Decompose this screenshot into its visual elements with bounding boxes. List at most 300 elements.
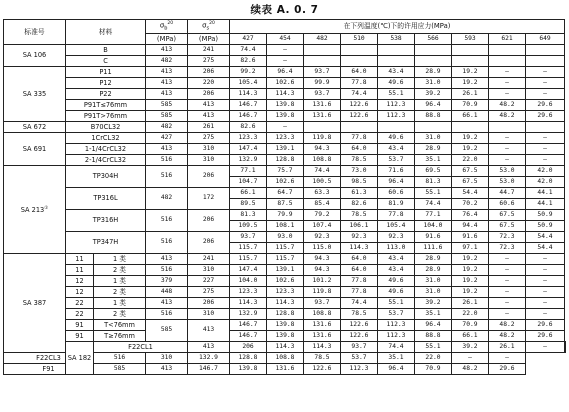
cell-stress-482: 131.6 [304,330,341,341]
cell-stress-510: 114.3 [341,242,378,253]
cell-tensile-strength: 448 [146,286,188,297]
cell-stress-454: 79.9 [267,209,304,220]
cell-grade: 91 [66,330,94,341]
cell-stress-510: 64.0 [341,264,378,275]
table-row [4,77,566,88]
sigma-s-sub: s [206,25,210,32]
cell-class: 1 类 [94,275,146,286]
cell-stress-593: 67.5 [452,165,489,176]
header-temp-1: 454 [267,33,304,44]
table-row [4,253,566,264]
cell-stress-593: 54.4 [452,187,489,198]
cell-stress-454: — [267,55,304,66]
cell-stress-427: 104.7 [230,176,267,187]
cell-stress-593: 91.6 [452,231,489,242]
standard-label: SA 387 [22,298,47,307]
cell-stress-510: 77.8 [341,132,378,143]
cell-material: 2-1/4CrCL32 [66,154,146,165]
cell-stress-621: 48.2 [489,110,526,121]
cell-stress-510: 122.6 [341,330,378,341]
cell-material: P91T>76mm [66,110,146,121]
standard-label: SA 106 [22,51,47,60]
table-row [4,165,566,176]
cell-stress-427: 115.7 [230,253,267,264]
cell-stress-510: 64.0 [341,66,378,77]
cell-stress-621: — [489,286,526,297]
cell-yield-strength: 413 [188,319,230,341]
cell-stress-566: 81.3 [415,176,452,187]
cell-stress-621: 53.0 [489,176,526,187]
cell-stress-566: 31.0 [415,77,452,88]
cell-stress-427: 93.7 [230,231,267,242]
cell-stress-427: 66.1 [230,187,267,198]
cell-stress-454: 64.7 [267,187,304,198]
cell-tensile-strength: 585 [146,99,188,110]
cell-class: 1 类 [94,253,146,264]
cell-tensile-strength: 585 [146,110,188,121]
cell-stress-621: — [489,308,526,319]
cell-stress-482: 131.6 [304,99,341,110]
cell-stress-593: 70.9 [415,363,452,374]
cell-tensile-strength: 585 [146,319,188,341]
cell-stress-649: 44.1 [526,198,565,209]
cell-stress-621: — [452,352,489,363]
cell-stress-538: 49.6 [378,77,415,88]
cell-stress-454: 114.3 [267,297,304,308]
cell-stress-538 [378,55,415,66]
table-row [4,121,566,132]
cell-stress-593: 19.2 [452,66,489,77]
cell-class: T≥76mm [94,330,146,341]
cell-stress-454: 87.5 [267,198,304,209]
cell-tensile-strength: 413 [146,253,188,264]
cell-stress-454: 75.7 [267,165,304,176]
header-temp-4: 538 [378,33,415,44]
cell-stress-538: 71.6 [378,165,415,176]
cell-stress-593 [452,55,489,66]
cell-stress-593: 26.1 [489,341,526,352]
cell-stress-427: 74.4 [230,44,267,55]
cell-stress-482: 79.2 [304,209,341,220]
cell-stress-593: 26.1 [452,297,489,308]
cell-stress-427: 147.4 [230,264,267,275]
cell-stress-538: 112.3 [378,99,415,110]
cell-yield-strength: 413 [188,110,230,121]
cell-stress-566: 74.4 [415,198,452,209]
cell-stress-427: 109.5 [230,220,267,231]
table-row [4,330,566,341]
header-row-1 [4,20,566,34]
cell-stress-538: 105.4 [378,220,415,231]
cell-stress-482: 94.3 [304,143,341,154]
cell-stress-427: 146.7 [230,110,267,121]
standard-label: SA 672 [22,122,47,131]
cell-stress-510: 106.1 [341,220,378,231]
table-row [4,264,566,275]
cell-stress-593: 19.2 [452,275,489,286]
cell-tensile-strength: 413 [146,77,188,88]
cell-stress-649: — [489,352,526,363]
cell-stress-454: 139.1 [267,143,304,154]
cell-stress-510: 92.3 [341,231,378,242]
cell-stress-427: 105.4 [230,77,267,88]
cell-stress-510: 78.5 [341,154,378,165]
cell-stress-649: 29.6 [526,319,565,330]
cell-yield-strength: 220 [188,77,230,88]
cell-stress-649: — [526,66,565,77]
cell-stress-593: 26.1 [452,88,489,99]
cell-stress-649: — [526,308,565,319]
cell-stress-482: 108.8 [304,308,341,319]
cell-tensile-strength: 413 [146,66,188,77]
cell-tensile-strength: 516 [146,308,188,319]
sigma-b-sup: 20 [167,21,174,26]
cell-stress-482: 115.0 [304,242,341,253]
cell-stress-482: 94.3 [304,264,341,275]
cell-stress-649: 44.1 [526,187,565,198]
sigma-s-sup: 20 [209,21,215,26]
cell-grade: 12 [66,286,94,297]
cell-stress-649: — [526,264,565,275]
cell-stress-621: — [489,88,526,99]
cell-stress-510 [341,55,378,66]
standard-footnote-mark: ① [44,205,49,211]
header-sigma-s [188,20,230,34]
cell-stress-427: 114.3 [230,297,267,308]
cell-stress-649: — [526,253,565,264]
cell-stress-454: 115.7 [267,253,304,264]
cell-stress-593: 76.4 [452,209,489,220]
cell-stress-649: — [526,286,565,297]
table-row [4,308,566,319]
cell-stress-649: 54.4 [526,231,565,242]
cell-stress-538: 43.4 [378,253,415,264]
table-row [4,88,566,99]
cell-stress-538: 96.4 [378,176,415,187]
cell-stress-621 [489,55,526,66]
cell-stress-621: 48.2 [452,363,489,374]
cell-class: 2 类 [94,286,146,297]
cell-stress-538: 49.6 [378,275,415,286]
cell-material: F91 [4,363,94,374]
cell-stress-427: 146.7 [230,99,267,110]
cell-stress-566: 88.8 [415,330,452,341]
cell-stress-510 [341,121,378,132]
cell-material: F22CL3 [4,352,94,363]
cell-stress-510: 98.5 [341,176,378,187]
header-material: 材料 [66,20,146,45]
cell-stress-482: 92.3 [304,231,341,242]
cell-yield-strength: 206 [230,341,267,352]
cell-stress-566: 96.4 [415,319,452,330]
cell-stress-454: 139.8 [267,330,304,341]
cell-stress-482: 100.5 [304,176,341,187]
cell-standard [4,66,66,121]
cell-tensile-strength: 413 [146,143,188,154]
cell-stress-482: 74.4 [304,165,341,176]
cell-stress-510: 64.0 [341,253,378,264]
cell-standard [4,132,66,165]
cell-stress-427: 99.2 [230,66,267,77]
cell-stress-482: 94.3 [304,253,341,264]
cell-stress-510: 122.6 [304,363,341,374]
cell-stress-454: 114.3 [267,88,304,99]
cell-material: B [66,44,146,55]
cell-stress-593: 97.1 [452,242,489,253]
sigma-b-sub: b [164,25,168,32]
cell-yield-strength: 206 [188,88,230,99]
cell-stress-538: 112.3 [341,363,378,374]
cell-stress-649: — [526,154,565,165]
cell-stress-454: 102.6 [267,77,304,88]
cell-stress-427: 123.3 [230,132,267,143]
cell-stress-538: 77.8 [378,209,415,220]
cell-stress-566: 39.2 [415,297,452,308]
cell-stress-482: 93.7 [304,88,341,99]
cell-stress-454: — [267,121,304,132]
cell-stress-621: — [526,341,565,352]
cell-stress-454: 114.3 [304,341,341,352]
cell-stress-621 [489,44,526,55]
cell-stress-566: 91.6 [415,231,452,242]
cell-stress-538: 53.7 [378,154,415,165]
cell-stress-454: 115.7 [267,242,304,253]
cell-stress-538: 49.6 [378,132,415,143]
cell-stress-593: 19.2 [452,253,489,264]
cell-standard [4,121,66,132]
cell-tensile-strength: 516 [146,154,188,165]
cell-tensile-strength: 427 [146,132,188,143]
cell-stress-482: 93.7 [341,341,378,352]
cell-stress-621: 53.0 [489,165,526,176]
table-row [4,143,566,154]
cell-stress-649: 29.6 [526,99,565,110]
cell-stress-649: 50.9 [526,220,565,231]
cell-stress-427: 82.6 [230,55,267,66]
cell-stress-593: 22.0 [452,154,489,165]
cell-material: TP347H [66,231,146,253]
cell-yield-strength: 206 [188,231,230,253]
cell-stress-538: 43.4 [378,66,415,77]
cell-stress-566: 39.2 [415,88,452,99]
cell-stress-621: 72.3 [489,231,526,242]
table-caption: 续表 A. 0. 7 [250,4,319,16]
cell-stress-593: 66.1 [452,330,489,341]
cell-stress-621: — [489,297,526,308]
cell-stress-482: 108.8 [267,352,304,363]
cell-stress-538: 55.1 [415,341,452,352]
cell-stress-538: 112.3 [378,110,415,121]
table-row [4,55,566,66]
cell-stress-454: 93.0 [267,231,304,242]
cell-stress-566: 28.9 [415,253,452,264]
cell-stress-649 [526,121,565,132]
cell-yield-strength: 261 [188,121,230,132]
cell-yield-strength: 413 [188,99,230,110]
cell-tensile-strength: 482 [146,121,188,132]
table-row [4,44,566,55]
table-row [4,341,566,352]
cell-stress-649: — [526,297,565,308]
allowable-stress-table [3,19,566,375]
cell-stress-427: 89.5 [230,198,267,209]
cell-stress-649 [526,44,565,55]
cell-yield-strength: 310 [188,264,230,275]
header-sigma-b-unit: (MPa) [146,33,188,44]
cell-stress-566: 96.4 [415,99,452,110]
cell-stress-621: — [489,143,526,154]
cell-stress-621: — [489,154,526,165]
cell-stress-593: 94.4 [452,220,489,231]
cell-stress-510: 74.4 [378,341,415,352]
cell-yield-strength: 275 [188,55,230,66]
cell-stress-593: 19.2 [452,264,489,275]
cell-material: P91T≤76mm [66,99,146,110]
cell-stress-621: 72.3 [489,242,526,253]
cell-stress-649 [565,341,566,352]
cell-stress-510: 82.6 [341,198,378,209]
cell-stress-621 [489,121,526,132]
table-row [4,275,566,286]
cell-stress-593: 19.2 [452,77,489,88]
cell-stress-538: 92.3 [378,231,415,242]
cell-yield-strength: 206 [188,165,230,187]
cell-stress-593: 70.9 [452,319,489,330]
cell-stress-482 [304,44,341,55]
cell-stress-427: 114.3 [267,341,304,352]
standard-label: SA 691 [22,144,47,153]
cell-tensile-strength: 482 [146,55,188,66]
cell-stress-593: 70.2 [452,198,489,209]
cell-stress-538: 112.3 [378,330,415,341]
sigma-s-symbol: σ [202,21,207,30]
cell-material: 1CrCL32 [66,132,146,143]
cell-yield-strength: 241 [188,253,230,264]
cell-stress-510 [341,44,378,55]
cell-yield-strength: 310 [188,154,230,165]
cell-stress-510: 61.3 [341,187,378,198]
cell-stress-482: 131.6 [267,363,304,374]
cell-stress-538: 43.4 [378,264,415,275]
header-temp-5: 566 [415,33,452,44]
cell-stress-621: — [489,66,526,77]
cell-stress-593 [452,44,489,55]
cell-stress-510: 122.6 [341,319,378,330]
cell-stress-538: 113.0 [378,242,415,253]
cell-stress-510: 77.8 [341,275,378,286]
cell-yield-strength: 227 [188,275,230,286]
cell-stress-566: 28.9 [415,143,452,154]
cell-stress-427: 115.7 [230,242,267,253]
cell-tensile-strength: 482 [146,187,188,209]
cell-stress-593: 66.1 [452,110,489,121]
cell-stress-427: 132.9 [188,352,230,363]
cell-material: P22 [66,88,146,99]
cell-stress-621: — [489,132,526,143]
cell-stress-427: 81.3 [230,209,267,220]
cell-stress-427: 82.6 [230,121,267,132]
cell-grade: 22 [66,308,94,319]
cell-stress-427: 146.7 [230,330,267,341]
cell-stress-482: 101.2 [304,275,341,286]
cell-tensile-strength: 413 [146,88,188,99]
table-row [4,297,566,308]
cell-stress-538: 49.6 [378,286,415,297]
cell-yield-strength: 310 [188,308,230,319]
cell-grade: 11 [66,253,94,264]
cell-yield-strength: 310 [188,143,230,154]
sigma-b-symbol: σ [159,21,165,30]
cell-tensile-strength: 516 [146,264,188,275]
cell-stress-566: 35.1 [378,352,415,363]
standard-label: SA 182 [67,353,92,362]
cell-tensile-strength: 516 [146,165,188,187]
cell-stress-538 [378,44,415,55]
cell-stress-566: 69.5 [415,165,452,176]
header-temp-3: 510 [341,33,378,44]
cell-stress-649: — [526,77,565,88]
cell-tensile-strength: 516 [146,209,188,231]
cell-stress-454: 139.8 [267,99,304,110]
cell-yield-strength: 172 [188,187,230,209]
cell-stress-621: — [489,77,526,88]
cell-stress-454: 128.8 [267,154,304,165]
cell-stress-566: 31.0 [415,132,452,143]
cell-standard [4,253,66,352]
cell-standard [4,44,66,66]
cell-stress-621: 48.2 [489,319,526,330]
table-row [4,154,566,165]
cell-stress-566 [415,55,452,66]
cell-stress-510: 78.5 [341,308,378,319]
cell-stress-621: — [489,264,526,275]
cell-stress-538: 112.3 [378,319,415,330]
cell-tensile-strength: 585 [94,363,146,374]
header-sigma-s-unit: (MPa) [188,33,230,44]
cell-tensile-strength: 413 [146,297,188,308]
cell-stress-482 [304,55,341,66]
cell-material: B70CL32 [66,121,146,132]
cell-stress-482: 131.6 [304,319,341,330]
cell-stress-649: 42.0 [526,176,565,187]
cell-stress-482 [304,121,341,132]
cell-stress-538: 60.6 [378,187,415,198]
header-temperature-span: 在下列温度(℃)下的许用应力(MPa) [230,20,565,34]
cell-stress-593: 22.0 [452,308,489,319]
header-sigma-b [146,20,188,34]
cell-stress-649: — [526,275,565,286]
header-temp-8: 649 [526,33,565,44]
cell-stress-427: 77.1 [230,165,267,176]
table-row [4,187,566,198]
cell-stress-510: 122.6 [341,99,378,110]
cell-stress-454: 96.4 [267,66,304,77]
cell-stress-649: 42.0 [526,165,565,176]
cell-stress-566: 55.1 [415,187,452,198]
cell-stress-649: 29.6 [526,110,565,121]
cell-material: TP304H [66,165,146,187]
cell-grade: 11 [66,264,94,275]
cell-stress-427: 147.4 [230,143,267,154]
cell-stress-427: 146.7 [230,319,267,330]
table-row [4,110,566,121]
cell-stress-649: — [526,132,565,143]
cell-yield-strength: 241 [188,44,230,55]
cell-stress-621: 67.5 [489,209,526,220]
cell-stress-454: 128.8 [230,352,267,363]
table-row [4,132,566,143]
cell-material: F22CL1 [94,341,188,352]
